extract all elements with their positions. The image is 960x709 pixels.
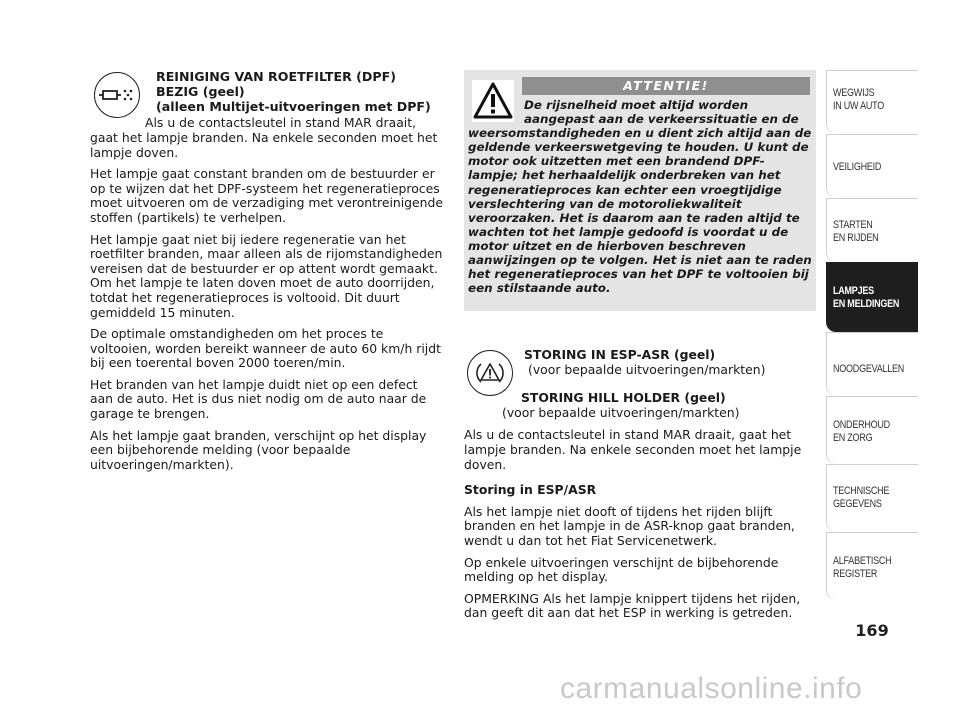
left-column xyxy=(90,70,444,479)
tab-noodgevallen[interactable]: NOODGEVALLEN xyxy=(826,332,918,396)
hill-holder-subheading: (voor bepaalde uitvoeringen/markten) xyxy=(502,404,740,420)
paragraph: Als het lampje gaat branden, verschijnt op het display een bijbehorende melding (voor bepaalde uitvoeringen/markten). xyxy=(90,427,427,472)
paragraph: Op enkele uitvoeringen verschijnt de bijbehorende melding op het display. xyxy=(464,554,779,585)
paragraph: Het lampje gaat constant branden om de bestuurder er op te wijzen dat het DPF-systeem het regeneratieproces moet uitvoeren om de verzadiging met verontreinigende stoffen (partikels) te verhelpen. xyxy=(90,166,444,225)
tab-lampjes[interactable]: LAMPJES EN MELDINGEN xyxy=(826,262,918,332)
tab-technische[interactable]: TECHNISCHE GEGEVENS xyxy=(826,464,918,532)
right-column xyxy=(464,348,816,628)
tab-veiligheid[interactable]: VEILIGHEID xyxy=(826,134,918,198)
tab-onderhoud[interactable]: ONDERHOUD EN ZORG xyxy=(826,396,918,464)
page-number: 169 xyxy=(855,621,889,640)
watermark: carmanualsonline.info xyxy=(560,672,863,705)
tab-starten[interactable]: STARTEN EN RIJDEN xyxy=(826,198,918,262)
esp-asr-heading: STORING IN ESP-ASR (geel) xyxy=(524,347,716,362)
warning-label: ATTENTIE! xyxy=(522,77,810,95)
tab-wegwijs[interactable]: WEGWIJS IN UW AUTO xyxy=(826,70,918,134)
warning-box xyxy=(464,70,816,311)
chapter-tabs xyxy=(826,70,918,600)
paragraph: De optimale omstandigheden om het proces te voltooien, worden bereikt wanneer de auto 60 km/h rijdt bij een toerental boven 2000 toeren/min. xyxy=(90,326,441,371)
paragraph: Als het lampje niet dooft of tijdens het rijden blijft branden en het lampje in de ASR-knop gaat branden, wendt u dan tot het Fiat Servicenetwerk. xyxy=(464,503,795,548)
paragraph: Als u de contactsleutel in stand MAR draait, gaat het lampje branden. Na enkele seconden moet het lampje doven. xyxy=(464,427,802,472)
paragraph: Als u de contactsleutel in stand MAR draait, gaat het lampje branden. Na enkele seconden moet het lampje doven. xyxy=(90,115,438,160)
paragraph: Het lampje gaat niet bij iedere regeneratie van het roetfilter branden, maar alleen als de rijomstandigheden vereisen dat de bestuurder er op attent wordt gemaakt. Om het lampje te laten doven moet de auto doorrijden, totdat het regeneratieproces is voltooid. Dit duurt gemiddeld 15 minuten. xyxy=(90,231,443,320)
storing-esp-asr-subheading: Storing in ESP/ASR xyxy=(464,482,597,498)
dpf-heading: REINIGING VAN ROETFILTER (DPF) BEZIG (geel) (alleen Multijet-uitvoeringen met DPF) xyxy=(156,69,431,114)
warning-text: De rijsnelheid moet altijd worden aangepast aan de verkeerssituatie en de weersomstandigheden en u dient zich altijd aan de geldende verkeerswetgeving te houden. U kunt de motor ook uitzetten met een brandend DPF-lampje; het herhaaldelijk onderbreken van het regeneratieproces kan echter een vroegtijdige verslechtering van de motoroliekwaliteit veroorzaken. Het is daarom aan te raden altijd te wachten tot het lampje gedoofd is voordat u de motor uitzet en de hierboven beschreven aanwijzingen op te volgen. Het is niet aan te raden het regeneratieproces van het DPF te voltooien bij een stilstaande auto. xyxy=(468,98,812,296)
paragraph: OPMERKING Als het lampje knippert tijdens het rijden, dan geeft dit aan dat het ESP in werking is getreden. xyxy=(464,590,801,621)
esp-asr-subheading: (voor bepaalde uitvoeringen/markten) xyxy=(528,361,766,377)
tab-alfabetisch[interactable]: ALFABETISCH REGISTER xyxy=(826,532,918,600)
hill-holder-heading: STORING HILL HOLDER (geel) xyxy=(521,390,726,406)
paragraph: Het branden van het lampje duidt niet op een defect aan de auto. Het is dus niet nodig om de auto naar de garage te brengen. xyxy=(90,376,427,422)
